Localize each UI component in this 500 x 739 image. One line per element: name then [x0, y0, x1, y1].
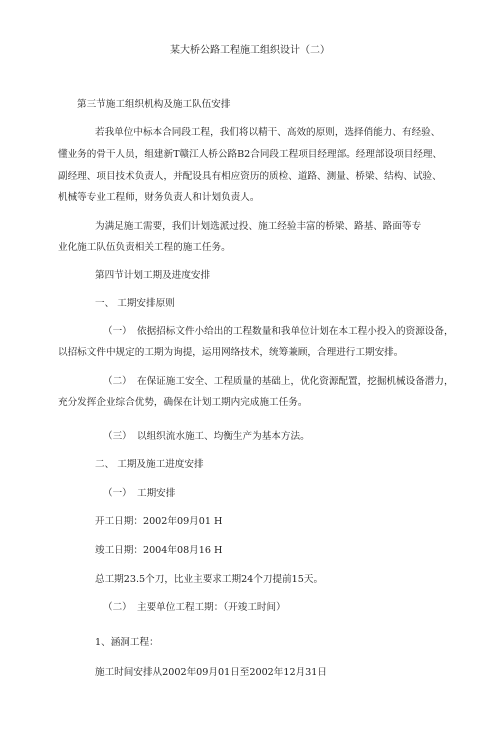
paragraph-line: 为满足施工需要，我们计划选派过投、施工经验丰富的桥梁、路基、路面等专 [95, 221, 422, 232]
section-4-heading: 第四节计划工期及进度安排 [95, 270, 211, 281]
paragraph-line: 以组织流水施工、均衡生产为基本方法。 [137, 431, 310, 442]
subsection-heading: 一、 工期安排原则 [95, 298, 175, 309]
section-3-heading: 第三节施工组织机构及施工队伍安排 [77, 99, 231, 110]
paragraph-line: 充分发挥企业综合优势，确保在计划工期内完成施工任务。 [58, 397, 308, 408]
paragraph-line: 以招标文件中规定的工期为询提，运用网络技术，统筹兼顾，合理进行工期安排。 [58, 347, 404, 358]
paragraph-line: 业化施工队伍负责相关工程的施工任务。 [58, 242, 231, 253]
paragraph-line: 在保证施工安全、工程质量的基础上，优化资源配置，挖掘机械设备潜力， [137, 376, 454, 387]
total-duration: 总工期23.5个刀，比业主要求工期24个刀提前15天。 [95, 574, 324, 585]
start-date: 开工日期：2002年09月01 H [95, 516, 223, 527]
list-marker: （一） [103, 326, 132, 337]
paragraph-line: 副经理、项目技术负责人，并配设具有相应资历的质检、道路、测量、桥梁、结构、试验、 [58, 171, 442, 182]
list-marker: （三） [103, 431, 132, 442]
culvert-heading: 1、涵洞工程： [95, 637, 159, 648]
list-marker: （二） [103, 376, 132, 387]
list-marker: （一） [103, 488, 132, 499]
paragraph-line: 机械等专业工程师，财务负责人和计划负责人。 [58, 192, 260, 203]
list-item-heading: 主要单位工程工期：（开竣工时间） [137, 602, 286, 613]
subsection-heading: 二、 工期及施工进度安排 [95, 459, 204, 470]
end-date: 竣工日期：2004年08月16 H [95, 545, 223, 556]
paragraph-line: 懂业务的骨干人员，组建新T赣江人桥公路B2合同段工程项目经理部。经理部设项目经理、 [58, 149, 443, 160]
list-marker: （二） [103, 602, 132, 613]
paragraph-line: 依据招标文件小给出的工程数量和我单位计划在本工程小投入的资源设备， [137, 326, 454, 337]
document-title: 某大桥公路工程施工组织设计（二） [170, 45, 330, 56]
paragraph-line: 若我单位中标本合同段工程，我们将以精干、高效的原则，选择俏能力、有经验、 [95, 127, 441, 138]
list-item-heading: 工期安排 [137, 488, 176, 499]
culvert-schedule: 施工时间安排从2002年09月01日至2002年12月31日 [95, 667, 327, 678]
